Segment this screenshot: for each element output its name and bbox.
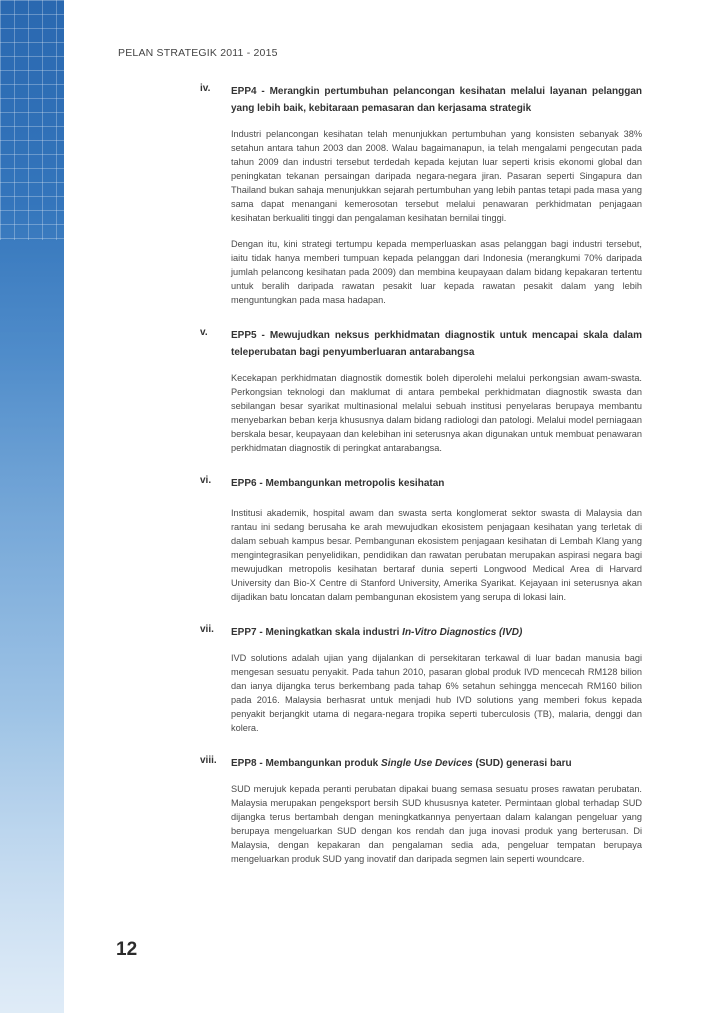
heading-emphasis: In-Vitro Diagnostics (IVD)	[402, 627, 523, 638]
heading-text-suffix: (SUD) generasi baru	[472, 758, 572, 769]
item-paragraph: Industri pelancongan kesihatan telah menunjukkan pertumbuhan yang konsisten sebanyak 38% setahun antara tahun 2003 dan 2008. Walau bagaimanapun, ia telah mengalami pengecutan pada tahun 2009 dan industri tersebut terdedah kepada kejutan luar seperti krisis ekonomi global dan peningkatan tekanan persaingan daripada negara-negara jiran. Pasaran seperti Singapura dan Thailand bukan sahaja menunjukkan sejarah pertumbuhan yang lebih pantas tetapi pada masa yang sama dapat menangani kemerosotan tersebut melalui penawaran perkhidmatan penjagaan kesihatan berkualiti tinggi dan pengalaman kesihatan bernilai tinggi.	[231, 129, 642, 223]
item-numeral: v.	[200, 327, 208, 338]
list-item-epp8	[200, 755, 642, 866]
item-numeral: vi.	[200, 475, 212, 486]
item-heading: EPP6 - Membangunkan metropolis kesihatan	[231, 478, 445, 489]
list-item-epp4	[200, 83, 642, 307]
heading-text: EPP7 - Meningkatkan skala industri	[231, 627, 403, 638]
item-paragraph: Institusi akademik, hospital awam dan swasta serta konglomerat sektor swasta di Malaysia dan rantau ini sedang berusaha ke arah mewujudkan ekosistem penjagaan kesihatan yang terletak di dalam sebuah kampus besar. Pembangunan ekosistem penjagaan kesihatan di Lembah Klang yang mengintegrasikan penyelidikan, pendidikan dan rawatan perubatan merupakan aspirasi negara bagi mewujudkan metropolis kesihatan bertaraf dunia seperti Longwood Medical Area di Harvard University dan Bio-X Centre di Stanford University, Amerika Syarikat. Kejayaan ini seterusnya akan dijadikan batu loncatan dalam pembangunan ekosistem yang serupa di lokasi lain.	[231, 508, 642, 602]
item-heading: EPP5 - Mewujudkan neksus perkhidmatan diagnostik untuk mencapai skala dalam teleperubatan bagi penyumberluaran antarabangsa	[231, 330, 642, 358]
decorative-side-strip	[0, 0, 64, 1013]
item-heading	[231, 624, 642, 641]
heading-emphasis: Single Use Devices	[381, 758, 473, 769]
list-item-epp7	[200, 624, 642, 735]
item-paragraph: IVD solutions adalah ujian yang dijalankan di persekitaran terkawal di luar badan manusia bagi mengesan sesuatu penyakit. Pada tahun 2010, pasaran global produk IVD mencecah RM128 bilion dan ianya dijangka terus berkembang pada tahap 6% setahun sehingga mencecah RM160 bilion pada 2016. Malaysia berhasrat untuk menjadi hub IVD solutions yang memberi fokus kepada penyakit berjangkit utama di negara-negara tropika seperti tuberculosis (TB), malaria, denggi dan kolera.	[231, 653, 642, 733]
item-numeral: viii.	[200, 755, 217, 766]
item-numeral: vii.	[200, 624, 214, 635]
list-item-epp6	[200, 475, 642, 604]
running-header: PELAN STRATEGIK 2011 - 2015	[118, 47, 278, 59]
item-paragraph: Dengan itu, kini strategi tertumpu kepada memperluaskan asas pelanggan bagi industri tersebut, iaitu tidak hanya memberi tumpuan kepada pelanggan dari Indonesia (merangkumi 70% daripada jumlah pelancong kesihatan pada 2009) dan membina keupayaan dalam bidang kepakaran tertentu untuk beralih daripada rawatan pesakit luar kepada rawatan pesakit dalam yang lebih menguntungkan pada masa hadapan.	[231, 239, 642, 305]
item-heading: EPP4 - Merangkin pertumbuhan pelancongan kesihatan melalui layanan pelanggan yang lebih baik, kebitaraan pemasaran dan kerjasama strategik	[231, 86, 642, 114]
document-body	[200, 83, 642, 886]
item-paragraph: SUD merujuk kepada peranti perubatan dipakai buang semasa sesuatu proses rawatan perubatan. Malaysia merupakan pengeksport bersih SUD khususnya kateter. Permintaan global terhadap SUD dijangka terus bertambah dengan meningkatkannya penyertaan dalam kalangan pengeluar yang berupaya mengeluarkan SUD dengan kos rendah dan juga inovasi produk yang berterusan. Di Malaysia, dengan kepakaran dan pengalaman sedia ada, pengeluar tempatan berupaya mengeluarkan produk SUD yang inovatif dan daripada segmen lain seperti woundcare.	[231, 784, 642, 864]
page-number: 12	[116, 939, 138, 960]
item-paragraph: Kecekapan perkhidmatan diagnostik domestik boleh diperolehi melalui perkongsian awam-swasta. Perkongsian teknologi dan maklumat di antara pembekal perkhidmatan diagnostik swasta dan sebilangan besar syarikat multinasional melalui sebuah institusi penyelaras berupaya membantu menyebarkan beban kerja khususnya dalam bidang radiologi dan patologi. Melalui model perniagaan berskala besar, keupayaan dan kelebihan ini seterusnya akan digunakan untuk membuat penawaran perkhidmatan diagnostik di peringkat antarabangsa.	[231, 373, 642, 453]
gradient-fade	[0, 200, 64, 1013]
item-heading	[231, 755, 642, 772]
heading-text: EPP8 - Membangunkan produk	[231, 758, 382, 769]
list-item-epp5	[200, 327, 642, 455]
item-numeral: iv.	[200, 83, 211, 94]
